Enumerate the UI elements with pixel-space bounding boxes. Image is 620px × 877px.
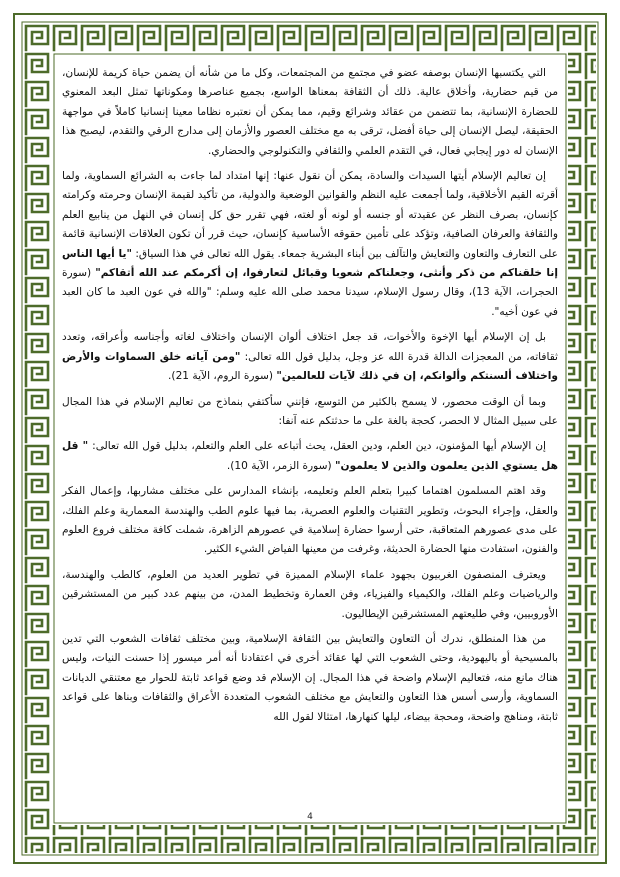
paragraph-text: (سورة الحجرات، الآية 13)، وقال رسول الإسلام، سيدنا محمد صلى الله عليه وسلم: "والله في عون العبد ما كان العبد في عون أخيه".	[62, 267, 558, 318]
paragraph-text: وبما أن الوقت محصور، لا يسمح بالكثير من التوسع، فإنني سأكتفي بنماذج من تعاليم الإسلام في هذا المجال على سبيل المثال لا الحصر، كحجة بالغة على ما حدثتكم عنه آنفا:	[62, 395, 558, 427]
paragraph	[62, 64, 558, 161]
paragraph	[62, 566, 558, 624]
paragraph-text: ويعترف المنصفون الغربيون بجهود علماء الإسلام المميزة في تطوير العديد من العلوم، كالطب والهندسة، والرياضيات وعلم الفلك، والكيمياء والفيزياء، وفن العمارة وتخطيط المدن، من بينهم عدد كبير من المستشرقين الأوروبيين، وفي طليعتهم المستشرقين الإيطاليون.	[62, 568, 558, 620]
paragraph-text: (سورة الروم، الآية 21).	[168, 370, 277, 383]
paragraph-text: إن الإسلام أيها المؤمنون، دين العلم، ودين العقل، يحث أتباعه على العلم والتعلم، بدليل قول الله تعالى:	[88, 440, 546, 453]
paragraph	[62, 328, 558, 386]
paragraph	[62, 630, 558, 727]
paragraph-text: التي يكتسبها الإنسان بوصفه عضو في مجتمع من المجتمعات، وكل ما من شأنه أن يضمن حياة كريمة للإنسان، من قيم حضارية، وأخلاق عالية. ذلك أن الثقافة بمعناها الواسع، بجميع عناصرها ومكوناتها تمثل البعد المعنوي للحضارة الإنسانية، بما تتضمن من عقائد وشرائع وقيم، مما يمكن أن نعتبره نظاما معينا إنسانيا كاملاً في مواجهة الحقيقة، ليصل الإنسان إلى حياة أفضل، ترقى به مع مختلف العصور والأزمان إلى مدارج الرقي والتقدم، ليصبح هذا الإنسان له دور إيجابي فعال، في التقدم العلمي والثقافي والتكنولوجي والحضاري.	[62, 67, 558, 157]
page-number: 4	[307, 812, 313, 822]
paragraph	[62, 167, 558, 322]
document-body	[62, 64, 558, 816]
paragraph-text: (سورة الزمر، الآية 10).	[226, 459, 336, 472]
paragraph	[62, 437, 558, 476]
quote-text: "يا أيها الناس إنا خلقناكم من ذكر وأنثى، وجعلناكم شعوبا وقبائل لتعارفوا، إن أكرمكم عند الله أتقاكم"	[62, 247, 558, 280]
paragraph	[62, 393, 558, 432]
paragraph-text: وقد اهتم المسلمون اهتماما كبيرا بتعلم العلم وتعليمه، بإنشاء المدارس على مختلف مشاربها، وإعمال الفكر والعقل، وإجراء البحوث، وتطوير التقنيات والعلوم العصرية، بما فيها علوم الطب والهندسة المعمارية وعلم الفلك، على مدى عصورهم المتعاقبة، حتى أرسوا حضارة إسلامية في عصورهم الزاهرة، شملت كافة مختلف فروع العلوم والفنون، استفادت منها الحضارة الحديثة، وغرفت من معينها الفياض الشيء الكثير.	[62, 485, 558, 556]
paragraph	[62, 482, 558, 560]
paragraph-text: من هذا المنطلق، ندرك أن التعاون والتعايش بين الثقافة الإسلامية، وبين مختلف ثقافات الشعوب التي تدين بالمسيحية أو باليهودية، وحتى الشعوب التي لها عقائد أخرى في اعتقادنا أنه أمر ميسور إذا حسنت النيات، وليس هناك مانع منه، فتعاليم الإسلام واضحة في هذا المجال. إن الإسلام قد وضع قواعد ثابتة للحوار مع معتنقي الديانات السماوية، وأرسى أسس هذا التعاون والتعايش مع مختلف الشعوب المتعددة الأعراق والثقافات وبناها على قواعد ثابتة، ومناهج واضحة، ومحجة بيضاء، ليلها كنهارها، امتثالا لقول الله	[62, 632, 558, 723]
quote-text: " قل هل يستوي الذين يعلمون والذين لا يعلمون"	[62, 440, 558, 472]
paragraph-text: إن تعاليم الإسلام أيتها السيدات والسادة، يمكن أن نقول عنها: إنها امتداد لما جاءت به الشرائع السماوية، ولما أقرته القيم الأخلاقية، ولما أجمعت عليه النظم والقوانين الوضعية والدولية، من تأكيد لقيمة الإنسان وحرمته وكرامته كإنسان، بصرف النظر عن عقيدته أو جنسه أو لونه أو لغته، فهي تقرر حق كل إنسان في النهل من ينابيع العلم والثقافة والعرفان الصافية، وتؤكد على تأمين حقوقه الأساسية كإنسان، حيث قرر أن تكون العلاقات الإنسانية قائمة على التعارف والتعاون والتعايش والتآلف بين أبناء البشرية جمعاء. يقول الله تعالى في هذا السياق:	[62, 170, 558, 260]
quote-text: "ومن آياته خلق السماوات والأرض واختلاف ألسنتكم وألوانكم، إن في ذلك لآيات للعالمين"	[62, 350, 558, 383]
paragraph-text: بل إن الإسلام أيها الإخوة والأخوات، قد جعل اختلاف ألوان الإنسان واختلاف لغاته وأجناسه وأعراقه، وتعدد ثقافاته، من المعجزات الدالة قدرة الله عز وجل، بدليل قول الله تعالى:	[62, 331, 559, 363]
